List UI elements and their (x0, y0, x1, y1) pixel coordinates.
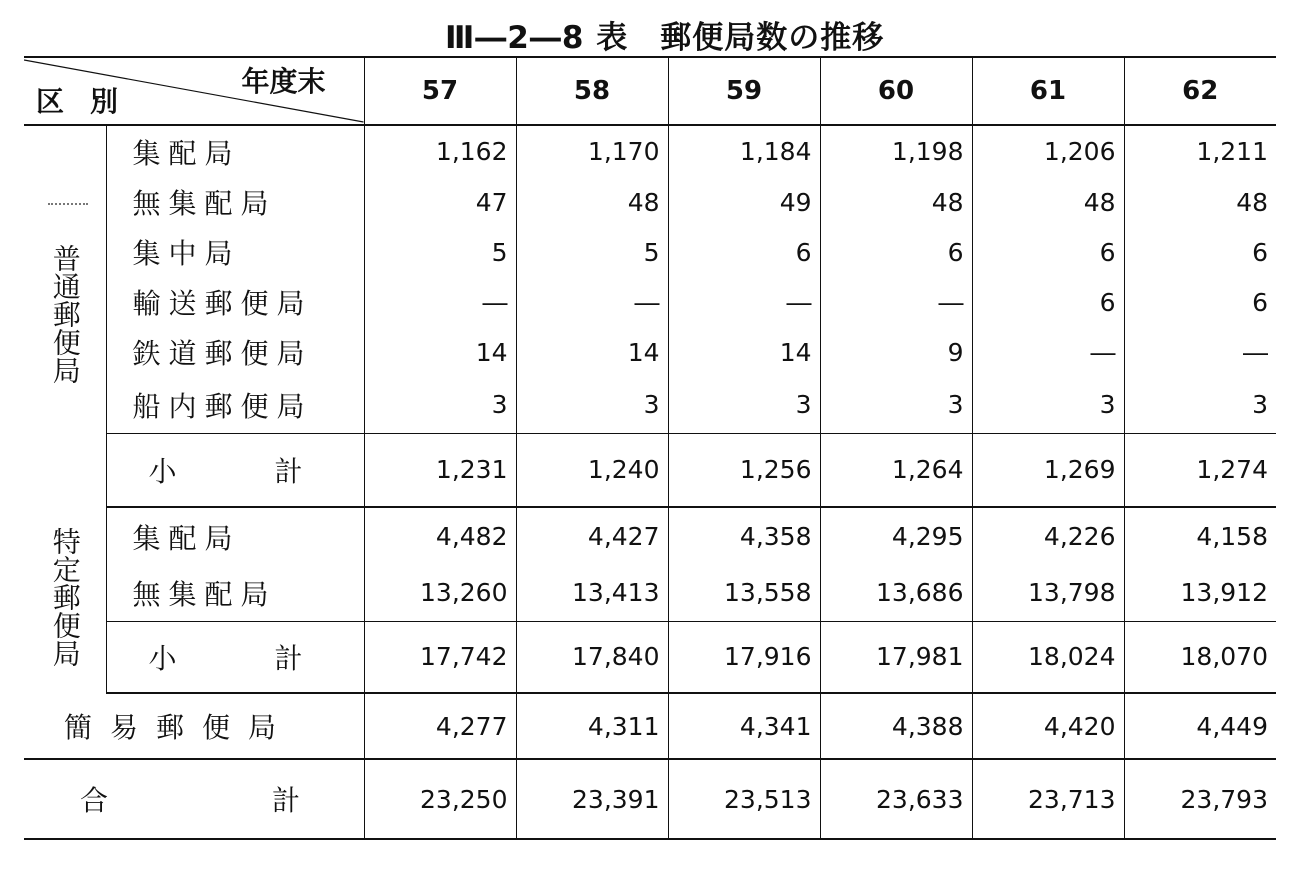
value-cell: 5 (364, 227, 516, 277)
group-label-special (24, 507, 106, 693)
table-row (24, 177, 1276, 227)
subtotal-label (106, 433, 364, 507)
group-name-special: 特定郵便局 (48, 527, 82, 667)
subtotal-value: 18,070 (1124, 621, 1276, 693)
year-header-5: 61 (972, 57, 1124, 125)
value-cell: 5 (516, 227, 668, 277)
year-header-4: 60 (820, 57, 972, 125)
simple-value: 4,311 (516, 693, 668, 759)
total-value: 23,391 (516, 759, 668, 839)
value-cell: 1,211 (1124, 125, 1276, 177)
value-cell: 3 (516, 377, 668, 433)
value-cell: 4,427 (516, 507, 668, 565)
value-cell: 49 (668, 177, 820, 227)
year-header-2: 58 (516, 57, 668, 125)
simple-value: 4,449 (1124, 693, 1276, 759)
row-label: 集中局 (106, 227, 364, 277)
value-cell: 13,260 (364, 565, 516, 621)
subtotal-value: 1,231 (364, 433, 516, 507)
simple-value: 4,341 (668, 693, 820, 759)
table-row (24, 507, 1276, 565)
value-cell: 9 (820, 327, 972, 377)
simple-value: 4,388 (820, 693, 972, 759)
subtotal-row-special (24, 621, 1276, 693)
simple-value: 4,420 (972, 693, 1124, 759)
row-label: 無集配局 (106, 565, 364, 621)
value-cell: 48 (516, 177, 668, 227)
group-name-ordinary: 普通郵便局 (48, 243, 82, 384)
title-bar (0, 0, 1301, 58)
value-cell: 13,912 (1124, 565, 1276, 621)
total-row (24, 759, 1276, 839)
group-label-ordinary (24, 125, 106, 507)
value-cell: 1,184 (668, 125, 820, 177)
subtotal-label-b: 計 (274, 454, 303, 488)
subtotal-value: 17,742 (364, 621, 516, 693)
value-cell: 13,686 (820, 565, 972, 621)
subtotal-label-a: 小 (148, 641, 177, 675)
row-label: 集配局 (106, 507, 364, 565)
corner-bottom-label: 区別 (36, 85, 145, 118)
value-cell: 14 (668, 327, 820, 377)
subtotal-value: 17,840 (516, 621, 668, 693)
value-cell: 13,413 (516, 565, 668, 621)
table-row (24, 227, 1276, 277)
value-cell: 1,198 (820, 125, 972, 177)
value-cell: 3 (820, 377, 972, 433)
value-cell: ― (364, 277, 516, 327)
value-cell: ― (820, 277, 972, 327)
row-label: 無集配局 (106, 177, 364, 227)
value-cell: 13,798 (972, 565, 1124, 621)
total-value: 23,793 (1124, 759, 1276, 839)
value-cell: ― (972, 327, 1124, 377)
subtotal-row-ordinary (24, 433, 1276, 507)
value-cell: 4,226 (972, 507, 1124, 565)
table-header (24, 57, 1276, 125)
value-cell: 3 (1124, 377, 1276, 433)
year-header-6: 62 (1124, 57, 1276, 125)
subtotal-value: 17,916 (668, 621, 820, 693)
total-value: 23,513 (668, 759, 820, 839)
value-cell: 4,158 (1124, 507, 1276, 565)
row-label: 船内郵便局 (106, 377, 364, 433)
value-cell: 4,482 (364, 507, 516, 565)
simple-post-office-label: 簡易郵便局 (24, 693, 364, 759)
table-row (24, 565, 1276, 621)
total-label-b: 計 (272, 784, 301, 817)
table-row (24, 125, 1276, 177)
total-value: 23,250 (364, 759, 516, 839)
subtotal-value: 1,274 (1124, 433, 1276, 507)
simple-value: 4,277 (364, 693, 516, 759)
total-value: 23,633 (820, 759, 972, 839)
value-cell: 1,162 (364, 125, 516, 177)
value-cell: 48 (972, 177, 1124, 227)
value-cell: 6 (668, 227, 820, 277)
subtotal-label-b: 計 (274, 641, 303, 675)
subtotal-value: 17,981 (820, 621, 972, 693)
year-header-3: 59 (668, 57, 820, 125)
value-cell: 6 (972, 227, 1124, 277)
header-row (24, 57, 1276, 125)
value-cell: ― (668, 277, 820, 327)
subtotal-label-a: 小 (148, 454, 177, 488)
corner-header (24, 57, 364, 125)
table-container (24, 56, 1276, 862)
simple-post-office-row (24, 693, 1276, 759)
value-cell: 3 (972, 377, 1124, 433)
table-row (24, 327, 1276, 377)
subtotal-value: 1,240 (516, 433, 668, 507)
value-cell: 1,170 (516, 125, 668, 177)
subtotal-value: 1,269 (972, 433, 1124, 507)
year-header-1: 57 (364, 57, 516, 125)
post-office-table (24, 56, 1276, 840)
table-row (24, 277, 1276, 327)
total-value: 23,713 (972, 759, 1124, 839)
subtotal-value: 18,024 (972, 621, 1124, 693)
value-cell: 14 (364, 327, 516, 377)
row-label: 鉄道郵便局 (106, 327, 364, 377)
value-cell: 4,358 (668, 507, 820, 565)
value-cell: 48 (1124, 177, 1276, 227)
table-title: Ⅲ―2―8 表 郵便局数の推移 (445, 20, 885, 56)
value-cell: 13,558 (668, 565, 820, 621)
row-label: 集配局 (106, 125, 364, 177)
total-label (24, 759, 364, 839)
value-cell: 3 (668, 377, 820, 433)
value-cell: 1,206 (972, 125, 1124, 177)
value-cell: 48 (820, 177, 972, 227)
value-cell: 6 (972, 277, 1124, 327)
table-row (24, 377, 1276, 433)
value-cell: ― (516, 277, 668, 327)
subtotal-label (106, 621, 364, 693)
corner-top-label: 年度末 (241, 65, 326, 98)
subtotal-value: 1,256 (668, 433, 820, 507)
subtotal-value: 1,264 (820, 433, 972, 507)
value-cell: 47 (364, 177, 516, 227)
value-cell: 6 (1124, 227, 1276, 277)
table-body (24, 125, 1276, 839)
value-cell: 14 (516, 327, 668, 377)
value-cell: 6 (820, 227, 972, 277)
value-cell: 3 (364, 377, 516, 433)
total-label-a: 合 (80, 784, 109, 817)
row-label: 輸送郵便局 (106, 277, 364, 327)
value-cell: 6 (1124, 277, 1276, 327)
value-cell: ― (1124, 327, 1276, 377)
value-cell: 4,295 (820, 507, 972, 565)
